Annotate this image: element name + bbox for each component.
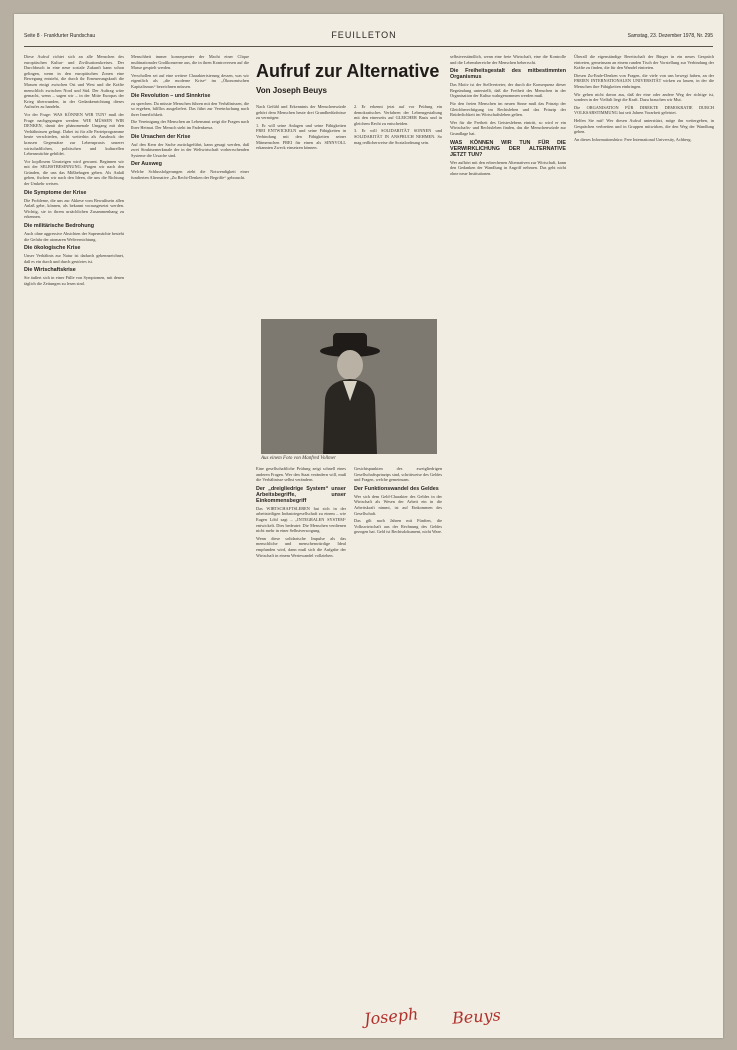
paragraph: Auf den Kern der Sache zurückgeführt, kann gesagt werden, daß zwei Strukturmerkmale der in der Weltwirtschaft vorherrschenden Systeme die Ursache sind. xyxy=(131,141,249,158)
paragraph: Das gilt nach Jahren mit Fünften, die Volkswirtschaft aus der Rechnung des Geldes gezogen hat. Geld ist Rechtsdokument, nicht Ware. xyxy=(354,518,442,535)
paragraph: Für den freien Menschen im neuen Sinne muß das Prinzip der Gleichberechtigung im Rechtsleben und das Prinzip der Brüderlichkeit im Wirtschaftsleben gelten. xyxy=(450,100,566,118)
article-column-2-cont xyxy=(354,466,442,1031)
article-column-2 xyxy=(354,104,442,324)
paragraph: An dieses Informationsbüro: Free International University, Achberg. xyxy=(574,136,692,142)
man-with-hat-figure xyxy=(315,329,385,454)
subheading: Die Ursachen der Krise xyxy=(131,133,191,140)
column-1 xyxy=(24,54,124,1029)
subheading: Die Symptome der Krise xyxy=(24,189,87,196)
header-page-info: Seite 8 · Frankfurter Rundschau xyxy=(24,33,96,39)
paragraph: Wenn diese solidarische Impulse als das menschliche und menschenwürdige Ideal empfunden wird, dann muß sich die Aufgabe der Wirtschaft in einem Wertewandel vollziehen. xyxy=(256,535,346,558)
newspaper-page xyxy=(14,14,723,1038)
portrait-photo xyxy=(261,319,437,454)
paragraph: zu sprechen. Da müsste Menschen führen mit den Verhältnissen, die so ergeben, hilfllos ausgeliefert. Das führt zur Vereinfachung nach ihrer Innerlichkeit. xyxy=(131,100,249,117)
article-column-4 xyxy=(574,54,714,1029)
paragraph: Die Vereinigung der Menschen an Lebensmut zeigt die Fragen nach Ihrer Heimat. Der Mensch steht im Fadenkreuz. xyxy=(131,119,249,130)
paragraph: Vor kopflosem Umsteigen wird gewarnt. Beginnen wir mit der SELBSTBESINNUNG. Fragen wir nach den Gründen, die uns das Mißbehagen geben. Als Anlaß gehen, fischen wir nach den Ideen, die uns die Richtung der Umkehr weisen. xyxy=(24,158,124,187)
article-column-1 xyxy=(256,104,346,324)
paragraph: selbstverständlich, wenn eine freie Wirtschaft, eine die Kontrolle und die Lebensbereiche der Menschen beherrscht. xyxy=(450,54,566,65)
handwritten-signature: Beuys xyxy=(451,1005,502,1028)
paragraph: Die ORGANISATION FÜR DIREKTE DEMOKRATIE DURCH VOLKSABSTIMMUNG hat seit Jahren Vorarbeit geleistet. xyxy=(574,104,714,116)
paragraph: 1. Er will seine Anlagen und seine Fähigkeiten FREI ENTWICKELN und seine Fähigkeiten in Verbindung mit den Fähigkeiten seiner Mitmenschen FREI für einen als SINNVOLL erkannten Zweck einsetzen können. xyxy=(256,122,346,151)
subheading: Die militärische Bedrohung xyxy=(24,223,95,230)
paragraph: Verschollen sei auf eine weitere Charakterisierung dessen, was wir eigentlich als „die moderne Krise“ im „Ökonomischen Kapitalismus“ bezeichnen müssen. xyxy=(131,72,249,89)
paragraph: Die Probleme, die uns zur Akkese vom Bewußtsein allen Anlaß gebe, können, als bekannt vorausgesetzt werden. Wichtig, sie in ihrem ursächlichen Zusammenhang zu erkennen. xyxy=(24,197,124,220)
subheading: Die Wirtschaftskrise xyxy=(24,267,76,274)
article-byline: Von Joseph Beuys xyxy=(256,86,327,95)
photo-caption: Aus einem Foto von Manfred Vollmer xyxy=(261,456,336,461)
paragraph: Wer für die Freiheit des Geisteslebens eintritt, so wird er ein Wirtschafts- und Rechtsleben finden, das die Menschenwürde zur Grundlage hat. xyxy=(450,119,566,136)
paragraph: Gesichtspunkten des zweigliedrigen Gesellschaftsprinzips sind, schrittweise des Geldes und Fragen, welche gemeinsam. xyxy=(354,466,442,483)
paragraph: Vor der Frage: WAS KÖNNEN WIR TUN? muß der Frage nachgegangen werden: WIE MÜSSEN WIR DENKEN, damit der phänomenale Umgang mit den Verhältnissen gelingt. Dabei ist für alle Parteiprogramme heute verschieden, nicht weiterhin als Ausdruck der krassen Gegensätze zur Lebenspraxis unserer wirtschaftlichen, politischen und kulturellen Lebensmächte gebildet. xyxy=(24,111,124,157)
paragraph: Überall die eigenständige Bereitschaft der Bürger in ein neues Gespräch eintreten, gemeinsam an einem runden Tisch der Vorstellung zur Verbindung der Kräfte zu finden, die für den Wandel eintreten. xyxy=(574,54,714,71)
paragraph: Das Motiv ist der Stellvertreter, der durch die Konsequenz dieser Begründung unterstellt, daß die Freiheit des Menschen in der Organisation der Kultur wahrgenommen werden muß. xyxy=(450,82,566,99)
header-rule xyxy=(24,46,713,47)
subheading: Die Revolution – und Sinnkrise xyxy=(131,92,211,99)
paragraph: 3. Er will SOLIDARITÄT SONNEN und SOLIDARITÄT IN ANSPRUCH NEHMEN. So mag redlicherweise die Sozialordnung sein. xyxy=(354,128,442,145)
paragraph: Das WIRTSCHAFTSLEBEN hat sich in der arbeitsteiligen Industriegesellschaft zu einem – wie Eugen Löbl sagt – „INTEGRALEN SYSTEM“ entwickelt. Dies bedeutet: Die Menschen verdienen nicht mehr in einer Selbstversorgung. xyxy=(256,505,346,534)
paragraph: Wer aufhört mit den erbrechenen Alternativen zur Wirtschaft, kann den Gedanken der Wandlung in Angriff nehmen. Das geht nicht ohne neue Institutionen. xyxy=(450,159,566,176)
paragraph: Helfen Sie mit! Wer diesen Aufruf unterstützt, möge ihn weitergeben, in Gesprächen verbreiten und in Gruppen mitwirken, die den Weg der Wandlung gehen. xyxy=(574,117,714,135)
paragraph: Diese Aufruf richtet sich an alle Menschen des europäischen Kultur- und Zivilisationskreises. Der Durchbruch in eine neue soziale Zukunft kann schon gelingen, wenn in den europäischen Zonen eine Bewegung entsteht, die durch ihr Erneuerungskraft die Massen einigt zwischen Ost und West und die Kräfte menschlich zwischen Nord und Süd. Der Auftrag wäre gemacht, wenn – sagen wir – in der Mitte Europas der Krieg überwunden, in der Gedankenrichtung dieses Aufrufes zu handeln. xyxy=(24,54,124,110)
paragraph: Sie äußert sich in einer Fülle von Symptomen, mit denen täglich die Zeitungen zu lesen sind. xyxy=(24,275,124,286)
paragraph: Eine gesellschaftliche Prüfung zeigt schnell eines anderen Fragen. Wer den Staat verändern will, muß die Verhältnisse selbst verändern. xyxy=(256,466,346,483)
page-header xyxy=(24,30,713,44)
article-column-1-cont xyxy=(256,466,346,1031)
subheading: Die ökologische Krise xyxy=(24,245,81,252)
column-2 xyxy=(131,54,249,1029)
section-title: FEUILLETON xyxy=(331,30,397,40)
subheading: Der Funktionswandel des Geldes xyxy=(354,485,439,492)
paragraph: Auch ohne aggressive Absichten der Supermächte besteht die Gefahr der atomaren Weltvernichtung. xyxy=(24,231,124,242)
paragraph: Nach Gefühl und Erkenntnis der Menschenwürde gehört dem Menschen heute drei Grundbedürfnisse zu vermögen: xyxy=(256,104,346,121)
paragraph: Menschheit immer konsequenter der Macht einer Clique multinationaler Großkonzerne aus, die in ihren Kontroversen auf die Masse gespielt werden. xyxy=(131,54,249,71)
subheading: Der Ausweg xyxy=(131,161,162,168)
subheading: Der „dreigliedrige System“ unser Arbeitsbegriffe, unser Einkommensbegriff xyxy=(256,485,346,504)
paragraph: Diesen Zu-Ende-Denken von Fragen, die viele von uns bewegt haben, an der FREIEN INTERNATIONALEN UNIVERSITÄT wirken zu lassen, in der die Menschen ihre Fähigkeiten einbringen. xyxy=(574,72,714,89)
handwritten-signature: Joseph xyxy=(363,1004,420,1029)
paragraph: Wer sich dem Geld-Charakter des Geldes in der Wirtschaft als Wesen der Arbeit ein in die Arbeitskraft nimmt, ist auf Einkommen des Gesellschaft. xyxy=(354,493,442,516)
paragraph: 2. Er erkennt jetzt auf vor Prüfung ein demokratisches Verfahren der Lebensgestaltung mit den einerseits auf GLEICHER Basis und in gleichem Recht zu entscheiden. xyxy=(354,104,442,126)
paragraph: Unser Verhältnis zur Natur ist dadurch gekennzeichnet, daß es ein durch und durch gestörtes ist. xyxy=(24,253,124,264)
article-column-3 xyxy=(450,54,566,1029)
subheading: WAS KÖNNEN WIR TUN FÜR DIE VERWIRKLICHUNG DER ALTERNATIVE JETZT TUN? xyxy=(450,139,566,158)
article-title: Aufruf zur Alternative xyxy=(256,61,440,81)
paragraph: Welche Schlussfolgerungen zieht die Notwendigkeit einer fundierten Alternative „Zu Recht-Denken der Begriffe“ gebraucht. xyxy=(131,169,249,180)
header-date: Samstag, 23. Dezember 1978, Nr. 295 xyxy=(627,33,713,39)
paragraph: Wir gehen nicht davon aus, daß der eine oder andere Weg der richtige ist, sondern in der Vielfalt liegt die Kraft. Dazu brauchen wir Mut. xyxy=(574,91,714,103)
subheading: Die Freiheitsgestalt des mitbestimmten Organismus xyxy=(450,68,566,81)
